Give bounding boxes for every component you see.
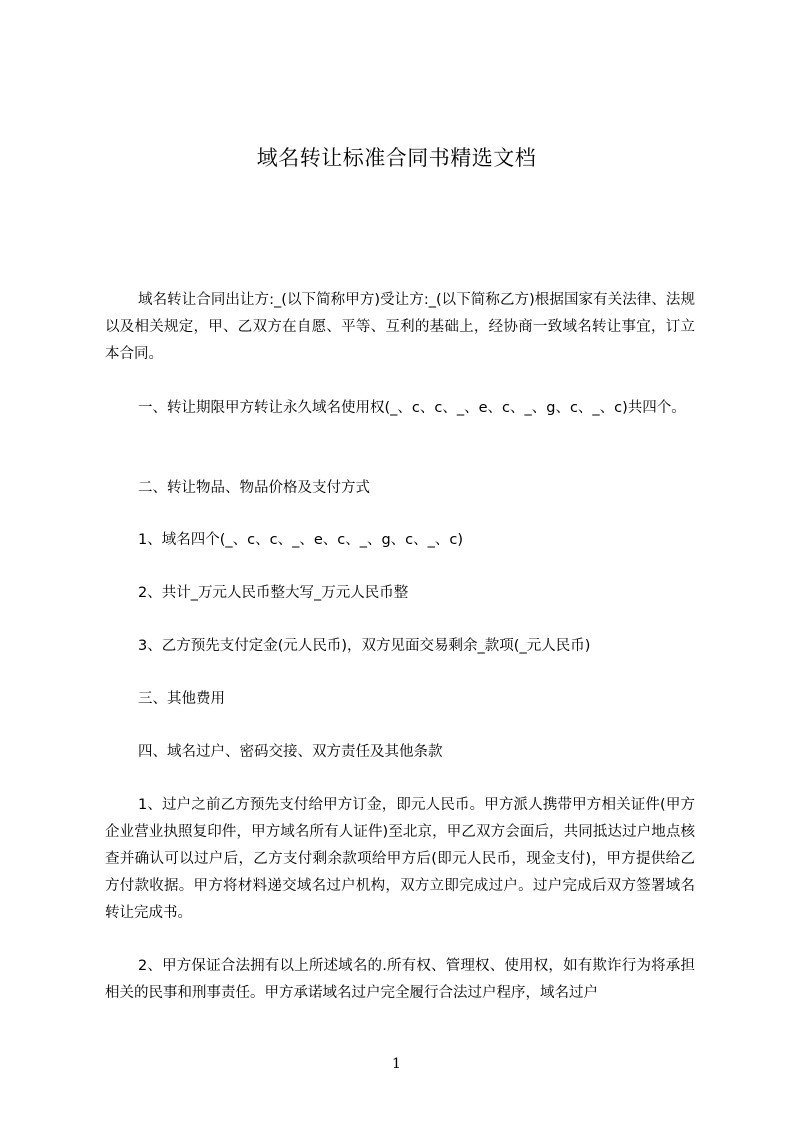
paragraph-item-4-1: 1、过户之前乙方预先支付给甲方订金，即元人民币。甲方派人携带甲方相关证件(甲方企业营业执照复印件，甲方域名所有人证件)至北京，甲乙双方会面后，共同抵达过户地点核查并确认可以过户后，乙方支付剩余款项给甲方后(即元人民币，现金支付)，甲方提供给乙方付款收据。甲方将材料递交域名过户机构，双方立即完成过户。过户完成后双方签署域名转让完成书。 [105, 797, 695, 921]
paragraph-item-2-2: 2、共计_万元人民币整大写_万元人民币整 [138, 585, 409, 601]
paragraph-item-4-2: 2、甲方保证合法拥有以上所述域名的.所有权、管理权、使用权，如有欺诈行为将承担相关的民事和刑事责任。甲方承诺域名过户完全履行合法过户程序，域名过户 [105, 958, 695, 1001]
paragraph-section-3-heading: 三、其他费用 [138, 691, 225, 707]
paragraph-item-2-1: 1、域名四个(_、c、c、_、e、c、_、g、c、_、c) [138, 532, 464, 548]
page-number: 1 [392, 1056, 401, 1072]
paragraph-section-1: 一、转让期限甲方转让永久域名使用权(_、c、c、_、e、c、_、g、c、_、c)共四个。 [138, 400, 686, 416]
paragraph-section-4-heading: 四、域名过户、密码交接、双方责任及其他条款 [138, 744, 443, 760]
paragraph-item-2-3: 3、乙方预先支付定金(元人民币)，双方见面交易剩余_款项(_元人民币) [138, 638, 591, 654]
paragraph-intro: 域名转让合同出让方:_(以下简称甲方)受让方:_(以下简称乙方)根据国家有关法律、法规以及相关规定，甲、乙双方在自愿、平等、互利的基础上，经协商一致域名转让事宜，订立本合同。 [105, 292, 695, 362]
document-title: 域名转让标准合同书精选文档 [256, 146, 537, 170]
paragraph-section-2-heading: 二、转让物品、物品价格及支付方式 [138, 480, 370, 496]
